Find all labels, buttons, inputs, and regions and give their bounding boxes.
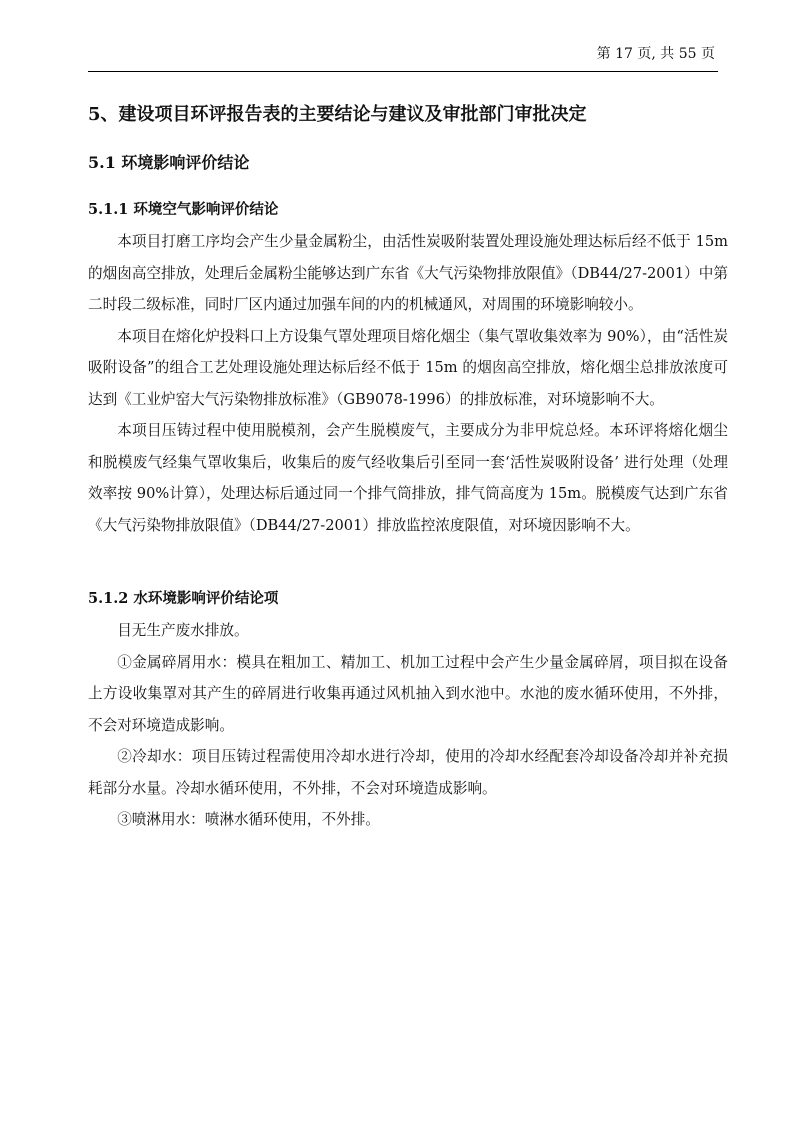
water-paragraph: 目无生产废水排放。 (117, 622, 249, 639)
water-paragraph: ①金属碎屑用水：模具在粗加工、精加工、机加工过程中会产生少量金属碎屑，项目拟在设备上方设收集罩对其产生的碎屑进行收集再通过风机抽入到水池中。水池的废水循环使用，不外排，不会对环境造成影响。 (88, 653, 728, 734)
page-number-header: 第 17 页, 共 55 页 (596, 46, 715, 62)
water-paragraph: ②冷却水：项目压铸过程需使用冷却水进行冷却，使用的冷却水经配套冷却设备冷却并补充损耗部分水量。冷却水循环使用，不外排，不会对环境造成影响。 (88, 748, 728, 797)
header-rule (88, 71, 718, 72)
air-paragraph: 本项目打磨工序均会产生少量金属粉尘，由活性炭吸附装置处理设施处理达标后经不低于 15m 的烟囱高空排放，处理后金属粉尘能够达到广东省《大气污染物排放限值》（DB44/27-2001）中第二时段二级标准，同时厂区内通过加强车间的内的机械通风，对周围的环境影响较小。 (88, 233, 728, 313)
air-impact-heading: 5.1.1 环境空气影响评价结论 (88, 201, 279, 218)
section-title: 5、建设项目环评报告表的主要结论与建议及审批部门审批决定 (88, 104, 587, 125)
page-content (88, 92, 728, 836)
air-paragraph: 本项目在熔化炉投料口上方设集气罩处理项目熔化烟尘（集气罩收集效率为 90%），由“活性炭吸附设备”的组合工艺处理设施处理达标后经不低于 15m 的烟囱高空排放，熔化烟尘总排放浓度可达到《工业炉窑大气污染物排放标准》（GB9078-1996）的排放标准，对环境影响不大。 (88, 327, 728, 408)
water-paragraph: ③喷淋用水：喷淋水循环使用，不外排。 (117, 811, 380, 828)
subsection-title: 5.1 环境影响评价结论 (88, 153, 250, 172)
water-impact-heading: 5.1.2 水环境影响评价结论项 (88, 590, 279, 607)
air-paragraph: 本项目压铸过程中使用脱模剂，会产生脱模废气，主要成分为非甲烷总烃。本环评将熔化烟尘和脱模废气经集气罩收集后，收集后的废气经收集后引至同一套‘活性炭吸附设备’ 进行处理（处理效率按 90%计算），处理达标后通过同一个排气筒排放，排气筒高度为 15m。脱模废气达到广东省《大气污染物排放限值》（DB44/27-2001）排放监控浓度限值，对环境因影响不大。 (88, 422, 728, 534)
